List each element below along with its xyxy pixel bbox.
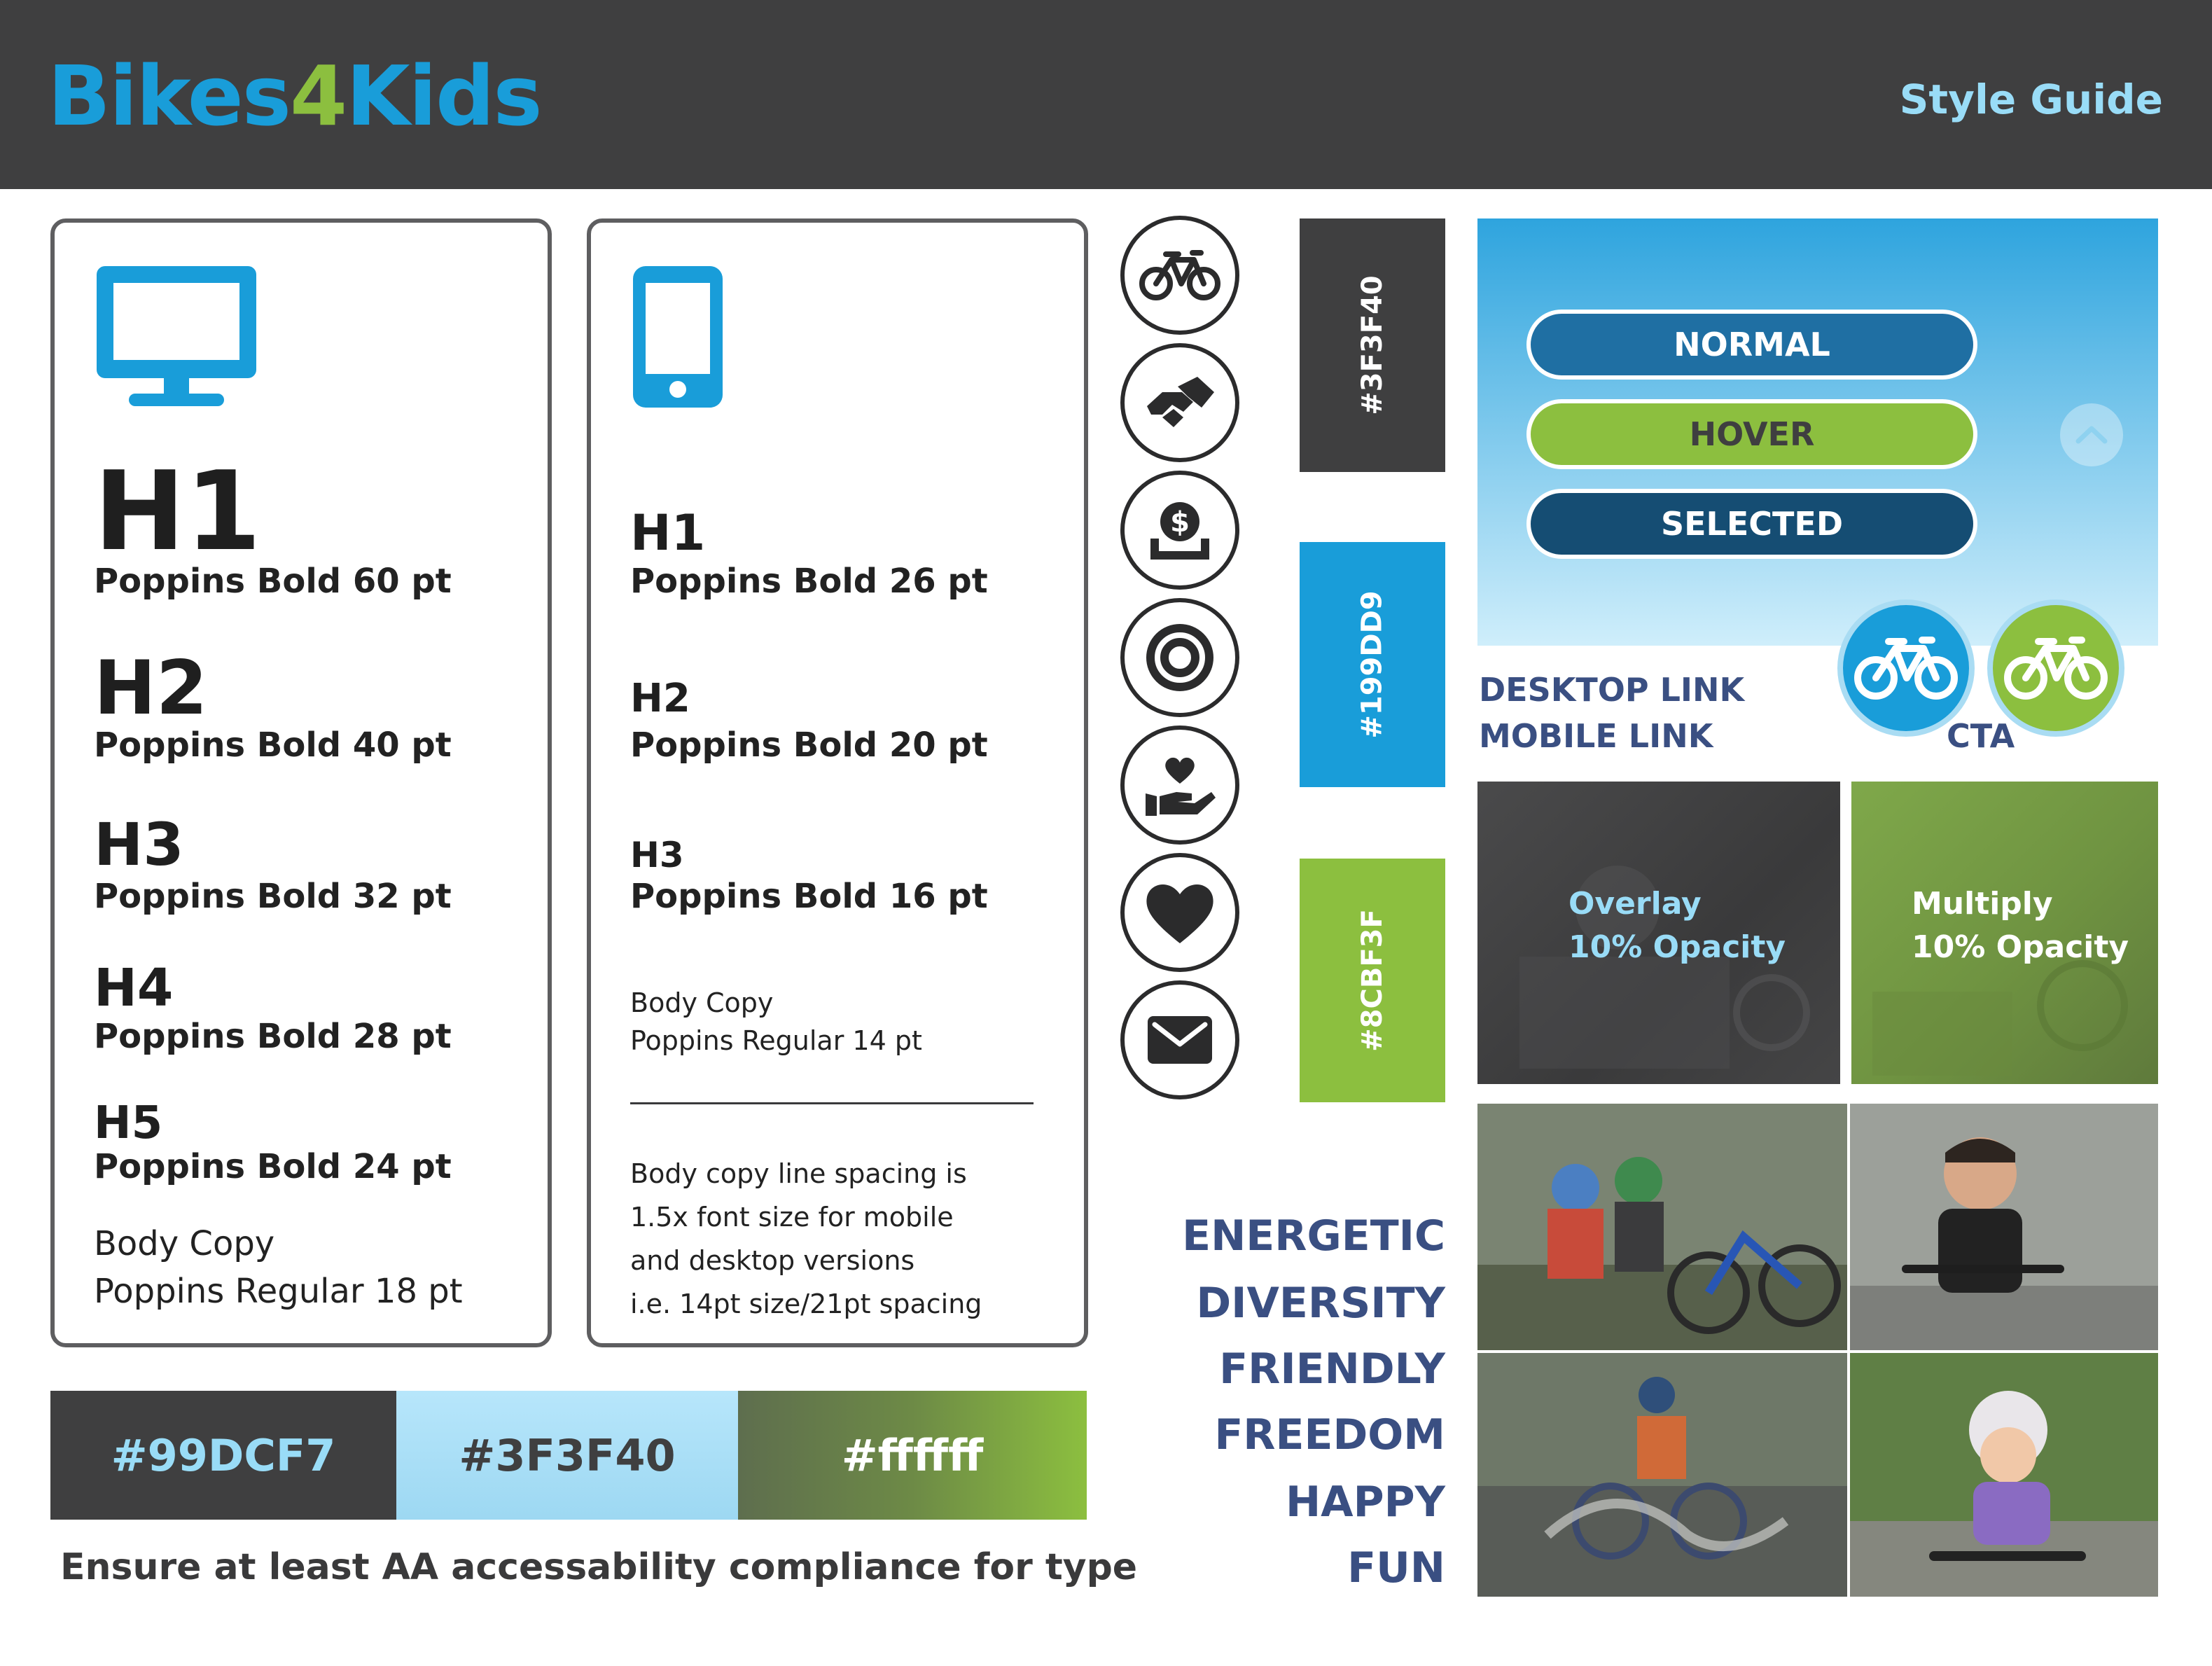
value-word: HAPPY bbox=[1285, 1478, 1445, 1527]
charity-hand-heart-icon[interactable] bbox=[1120, 726, 1239, 845]
contrast-swatch-row bbox=[50, 1391, 1087, 1520]
multiply-opacity: 10% Opacity bbox=[1912, 929, 2129, 965]
contrast-swatch-green: #ffffff bbox=[738, 1391, 1087, 1520]
mobile-h3-sample: H3 bbox=[630, 835, 684, 875]
cta-green-button[interactable] bbox=[1987, 599, 2124, 737]
overlay-opacity: 10% Opacity bbox=[1568, 929, 1786, 965]
handshake-icon[interactable] bbox=[1120, 343, 1239, 462]
mobile-link[interactable]: MOBILE LINK bbox=[1479, 717, 1713, 755]
desktop-h2-sample: H2 bbox=[94, 645, 208, 731]
mobile-body-spec: Poppins Regular 14 pt bbox=[630, 1025, 922, 1056]
overlay-sample-tile bbox=[1477, 782, 1840, 1084]
logo[interactable]: Bikes4Kids bbox=[48, 48, 541, 144]
bicycle-icon bbox=[1853, 634, 1959, 702]
mobile-h2-spec: Poppins Bold 20 pt bbox=[630, 726, 988, 765]
photo-boy-on-bike bbox=[1850, 1104, 2158, 1350]
mobile-h1-sample: H1 bbox=[630, 504, 706, 562]
swatch-label: #3F3F40 bbox=[1356, 275, 1389, 415]
swatch-dark-gray bbox=[1300, 218, 1445, 472]
desktop-h4-spec: Poppins Bold 28 pt bbox=[94, 1017, 452, 1056]
envelope-icon[interactable] bbox=[1120, 980, 1239, 1099]
donation-icon[interactable] bbox=[1120, 471, 1239, 590]
multiply-label: Multiply bbox=[1912, 886, 2053, 922]
button-states-panel bbox=[1477, 218, 2158, 646]
page-title: Style Guide bbox=[1899, 76, 2163, 123]
desktop-typography-card bbox=[50, 218, 552, 1347]
chevron-up-icon bbox=[2074, 424, 2109, 445]
desktop-h1-spec: Poppins Bold 60 pt bbox=[94, 562, 452, 601]
desktop-h4-sample: H4 bbox=[94, 958, 174, 1018]
multiply-sample-tile bbox=[1851, 782, 2158, 1084]
svg-text:$: $ bbox=[1170, 506, 1190, 539]
desktop-body-sample: Body Copy bbox=[94, 1224, 275, 1263]
mobile-h1-spec: Poppins Bold 26 pt bbox=[630, 562, 988, 601]
hover-button[interactable]: HOVER bbox=[1526, 399, 1977, 469]
desktop-h5-spec: Poppins Bold 24 pt bbox=[94, 1147, 452, 1186]
value-word: FRIENDLY bbox=[1219, 1345, 1445, 1394]
value-word: FREEDOM bbox=[1214, 1410, 1445, 1459]
swatch-label: #199DD9 bbox=[1356, 590, 1389, 739]
contrast-swatch-dark: #99DCF7 bbox=[50, 1391, 396, 1520]
value-word: ENERGETIC bbox=[1182, 1212, 1445, 1261]
target-icon[interactable] bbox=[1120, 598, 1239, 717]
desktop-link[interactable]: DESKTOP LINK bbox=[1479, 671, 1745, 709]
selected-button[interactable]: SELECTED bbox=[1526, 489, 1977, 559]
normal-button[interactable]: NORMAL bbox=[1526, 310, 1977, 380]
desktop-h5-sample: H5 bbox=[94, 1097, 163, 1149]
mobile-note-line: 1.5x font size for mobile bbox=[630, 1202, 954, 1233]
value-word: DIVERSITY bbox=[1196, 1279, 1445, 1328]
value-word: FUN bbox=[1347, 1543, 1445, 1592]
photo-toddler-balance-bike bbox=[1850, 1353, 2158, 1597]
compliance-note: Ensure at least AA accessability compliance for type bbox=[60, 1546, 1138, 1588]
desktop-monitor-icon bbox=[94, 263, 259, 410]
desktop-h2-spec: Poppins Bold 40 pt bbox=[94, 726, 452, 765]
mobile-h3-spec: Poppins Bold 16 pt bbox=[630, 877, 988, 916]
contrast-swatch-light-blue: #3F3F40 bbox=[396, 1391, 738, 1520]
photo-kids-with-bikes bbox=[1477, 1104, 1847, 1350]
swatch-label: #8CBF3F bbox=[1356, 909, 1389, 1052]
desktop-h3-spec: Poppins Bold 32 pt bbox=[94, 877, 452, 916]
swatch-blue bbox=[1300, 542, 1445, 787]
mobile-note-line: Body copy line spacing is bbox=[630, 1158, 967, 1189]
bicycle-icon bbox=[2003, 634, 2108, 702]
heart-icon[interactable] bbox=[1120, 853, 1239, 972]
bicycle-icon[interactable] bbox=[1120, 216, 1239, 335]
mobile-body-sample: Body Copy bbox=[630, 987, 774, 1018]
desktop-h1-sample: H1 bbox=[94, 447, 262, 575]
mobile-h2-sample: H2 bbox=[630, 676, 690, 721]
mobile-typography-card bbox=[587, 218, 1088, 1347]
divider bbox=[630, 1102, 1034, 1104]
desktop-h3-sample: H3 bbox=[94, 810, 184, 879]
desktop-body-spec: Poppins Regular 18 pt bbox=[94, 1272, 463, 1311]
swatch-green bbox=[1300, 859, 1445, 1102]
scroll-to-top-button[interactable] bbox=[2060, 403, 2123, 466]
photo-puddle-splash bbox=[1477, 1353, 1847, 1597]
overlay-label: Overlay bbox=[1568, 886, 1702, 922]
mobile-note-line: and desktop versions bbox=[630, 1245, 915, 1276]
mobile-note-line: i.e. 14pt size/21pt spacing bbox=[630, 1289, 982, 1319]
cta-label: CTA bbox=[1947, 717, 2015, 755]
mobile-phone-icon bbox=[630, 263, 725, 410]
cta-blue-button[interactable] bbox=[1837, 599, 1975, 737]
